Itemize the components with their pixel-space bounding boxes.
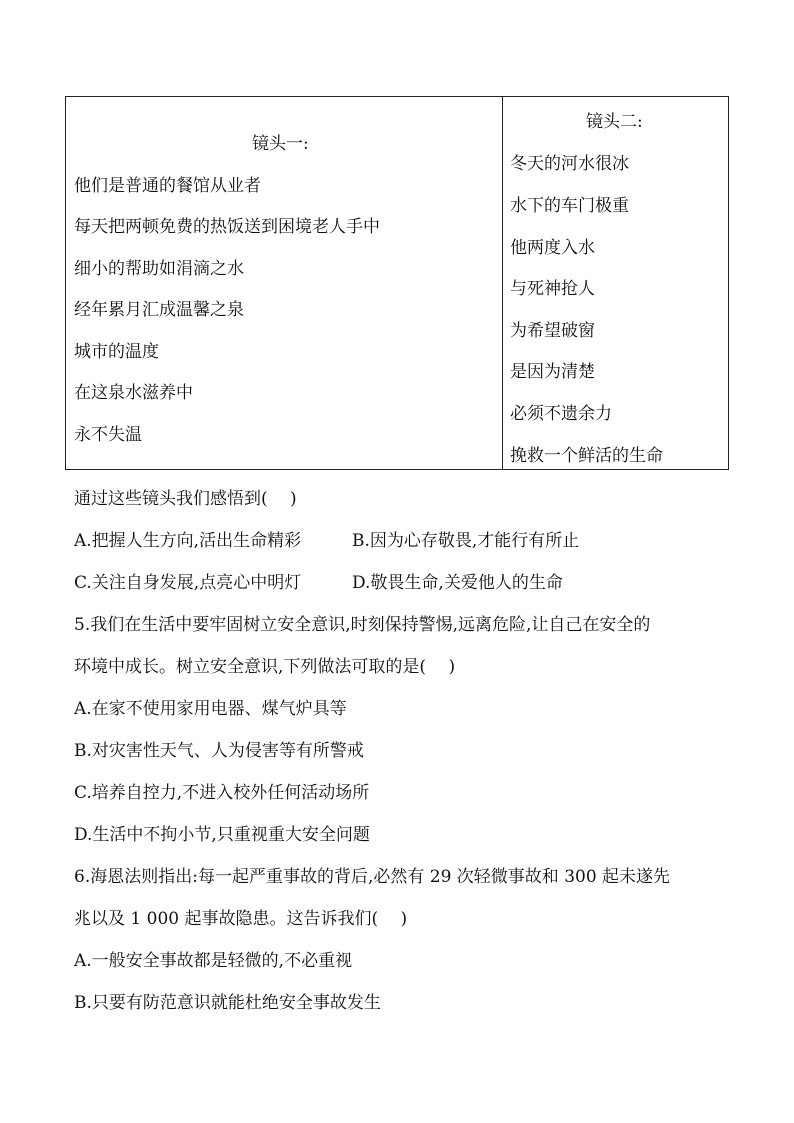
q6-stem-line-2: 兆以及 1 000 起事故隐患。这告诉我们( ): [74, 909, 408, 929]
q4-option-a: A.把握人生方向,活出生命精彩: [74, 531, 302, 551]
scene-one-line-7: 永不失温: [74, 425, 142, 445]
scene-two-line-6: 是因为清楚: [510, 362, 595, 382]
scene-one-line-2: 每天把两顿免费的热饭送到困境老人手中: [74, 217, 380, 237]
q6-option-a: A.一般安全事故都是轻微的,不必重视: [74, 951, 353, 971]
q4-stem: 通过这些镜头我们感悟到( ): [74, 489, 297, 509]
scene-two-line-7: 必须不遗余力: [510, 404, 612, 424]
scene-two-line-4: 与死神抢人: [510, 279, 595, 299]
scene-two-line-5: 为希望破窗: [510, 321, 595, 341]
q5-stem-line-2: 环境中成长。树立安全意识,下列做法可取的是( ): [74, 657, 456, 677]
scene-two-line-8: 挽救一个鲜活的生命: [510, 446, 663, 466]
q6-stem-line-1: 6.海恩法则指出:每一起严重事故的背后,必然有 29 次轻微事故和 300 起未遂先: [74, 867, 671, 887]
q5-option-b: B.对灾害性天气、人为侵害等有所警戒: [74, 741, 364, 761]
scene-one-line-6: 在这泉水滋养中: [74, 383, 193, 403]
scene-one-line-5: 城市的温度: [74, 342, 159, 362]
table-column-divider: [502, 97, 503, 469]
q5-option-d: D.生活中不拘小节,只重视重大安全问题: [74, 825, 370, 845]
scene-one-line-1: 他们是普通的餐馆从业者: [74, 176, 261, 196]
scene-two-title: 镜头二:: [586, 112, 643, 132]
scene-two-line-3: 他两度入水: [510, 238, 595, 258]
scene-two-line-2: 水下的车门极重: [510, 196, 629, 216]
scene-one-line-4: 经年累月汇成温馨之泉: [74, 300, 244, 320]
q6-option-b: B.只要有防范意识就能杜绝安全事故发生: [74, 993, 381, 1013]
scene-one-line-3: 细小的帮助如涓滴之水: [74, 259, 244, 279]
scene-one-title: 镜头一:: [252, 134, 309, 154]
q5-stem-line-1: 5.我们在生活中要牢固树立安全意识,时刻保持警惕,远离危险,让自己在安全的: [74, 615, 651, 635]
q5-option-c: C.培养自控力,不进入校外任何活动场所: [74, 783, 370, 803]
q4-option-d: D.敬畏生命,关爱他人的生命: [352, 573, 563, 593]
q5-option-a: A.在家不使用家用电器、煤气炉具等: [74, 699, 347, 719]
q4-option-c: C.关注自身发展,点亮心中明灯: [74, 573, 302, 593]
scene-two-line-1: 冬天的河水很冰: [510, 154, 629, 174]
scene-table: [65, 96, 729, 470]
q4-option-b: B.因为心存敬畏,才能行有所止: [352, 531, 580, 551]
